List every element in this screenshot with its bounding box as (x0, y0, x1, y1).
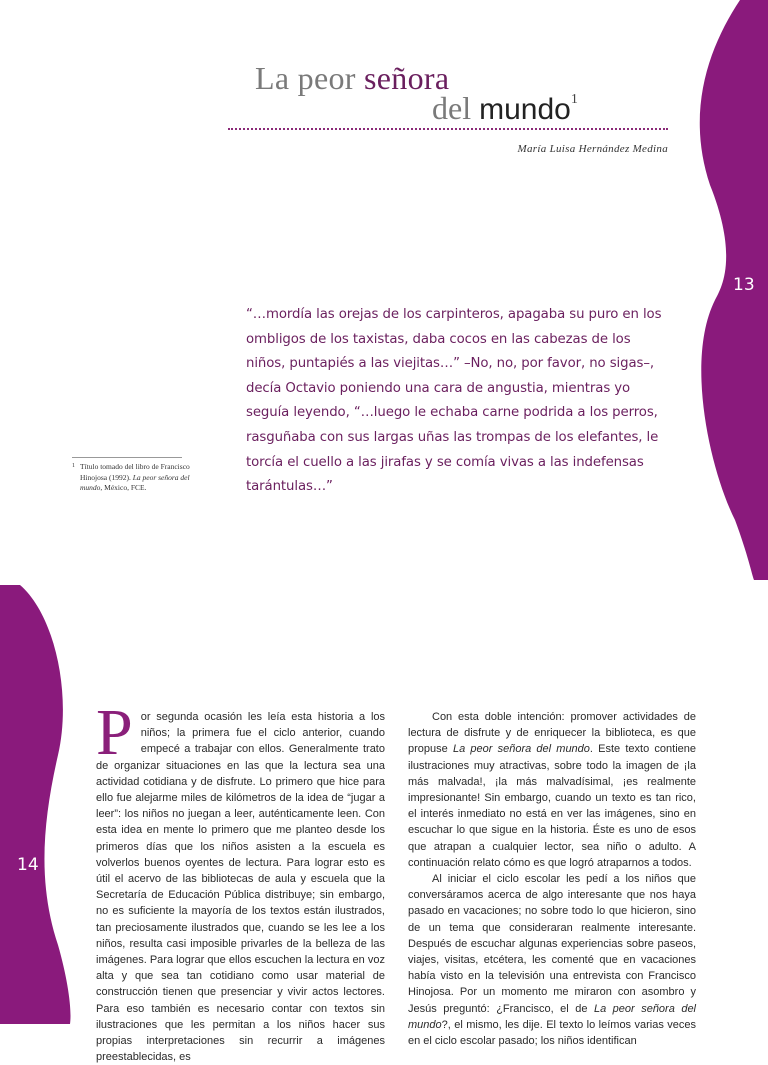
body-text-left-1: or segunda ocasión les leía esta historia a los niños; la primera fue el ciclo anterior, cuando empecé a trabajar con ellos. Generalmente trato de organizar situaciones en las que la lectura sea una actividad cotidiana y de disfrute. Lo primero que hice para ello fue alejarme miles de kilómetros de la idea de “jugar a leer”: los niños no juegan a leer, auténticamente leen. Con esta idea en mente lo primero que me planteo desde los primeros días que los niños asisten a la escuela es volverlos buenos oyentes de lectura. Para lograr esto es útil el acervo de las bibliotecas de aula y escuela que la Secretaría de Educación Pública distribuye; sin embargo, no es suficiente la mayoría de los textos están ilustrados, tan preciosamente ilustrados que, cuando se les lee a los niños, resulta casi imposible privarles de la belleza de las imágenes. Para lograr que ellos escuchen la lectura en voz alta y que sea tan cotidiano como usar material de construcción tienen que presenciar y vivir actos lectores. Para eso también es necesario contar con textos sin ilustraciones que les permitan a los niños hacer sus propias interpretaciones sin recurrir a imágenes preestablecidas, es (96, 711, 385, 1064)
title-word-mundo: mundo (479, 93, 571, 126)
body-text-right-2b: ?, el mismo, les dije. El texto lo leímos varias veces en el ciclo escolar pasado; los niños identifican (408, 1018, 696, 1048)
body-book-title: La peor señora del mundo (452, 743, 590, 756)
epigraph-quote: “…mordía las orejas de los carpinteros, apagaba su puro en los ombligos de los taxistas, daba cocos en las cabezas de los niños, puntapiés a las viejitas…” –No, no, por favor, no sigas–, decía Octavio poniendo una cara de angustia, mientras yo seguía leyendo, “…luego le echaba carne podrida a los perros, rasguñaba con sus largas uñas las trompas de los elefantes, le torcía el cuello a las jirafas y se comía vivas a las indefensas tarántulas…” (246, 307, 662, 495)
body-paragraph (408, 871, 696, 1049)
body-text-right-1a: Con esta doble intención: promover actividades de lectura de disfrute y de enriquecer la biblioteca, es que propuse (408, 711, 696, 756)
drop-cap: P (96, 696, 133, 769)
article-title-line-2 (432, 90, 578, 127)
title-footnote-ref: 1 (570, 92, 578, 107)
footnote-rule (72, 457, 182, 458)
bottom-left-wave-decoration (0, 585, 88, 1024)
footnote-body (72, 462, 197, 494)
title-word-la-peor: La peor (255, 60, 365, 96)
page-number-14: 14 (17, 855, 39, 875)
footnote-book-title: La peor señora del mundo (80, 472, 190, 492)
author-byline: María Luisa Hernández Medina (517, 143, 668, 155)
footnote-mark: 1 (72, 463, 75, 469)
page-number-13: 13 (733, 275, 755, 295)
body-book-title: La peor señora del mundo (408, 1002, 697, 1031)
footnote-text-after: , México, FCE. (100, 483, 147, 492)
body-text-right-1b: . Este texto contiene ilustraciones muy atractivas, sobre todo la imagen de ¡la más malvada!, ¡la más malvadísimal, ¡es realmente impresionante! Sin embargo, cuando un texto es tan rico, el interés inmediato no está en ver las imágenes, sino en escuchar lo que sigue en la historia. Éste es uno de esos que atrapan a cualquier lector, sea niño o adulto. A continuación relato cómo es que logró atraparnos a todos. (408, 743, 696, 869)
footnote-text-before: Título tomado del libro de Francisco Hinojosa (1992). (80, 462, 190, 482)
title-word-del: del (432, 90, 480, 126)
body-column-left (96, 696, 385, 1065)
body-text-right-2a: Al iniciar el ciclo escolar les pedí a los niños que conversáramos acerca de algo interesante que nos haya pasado en vacaciones; no sobre todo lo que hicieron, sino de un tema que consideraran realmente interesante. Después de escuchar algunas experiencias sobre paseos, viajes, visitas, etcétera, les comenté que en vacaciones había visto en la televisión una entrevista con Francisco Hinojosa. Por un momento me miraron con asombro y Jesús preguntó: ¿Francisco, el de (408, 873, 696, 1015)
body-paragraph (96, 696, 385, 1065)
body-column-right (408, 709, 696, 1049)
top-right-wave-decoration (680, 0, 768, 580)
title-word-senora: señora (364, 60, 450, 96)
body-paragraph (408, 709, 696, 871)
footnote (72, 462, 197, 494)
title-dotted-divider (228, 128, 668, 130)
article-title-line-1 (255, 60, 449, 97)
